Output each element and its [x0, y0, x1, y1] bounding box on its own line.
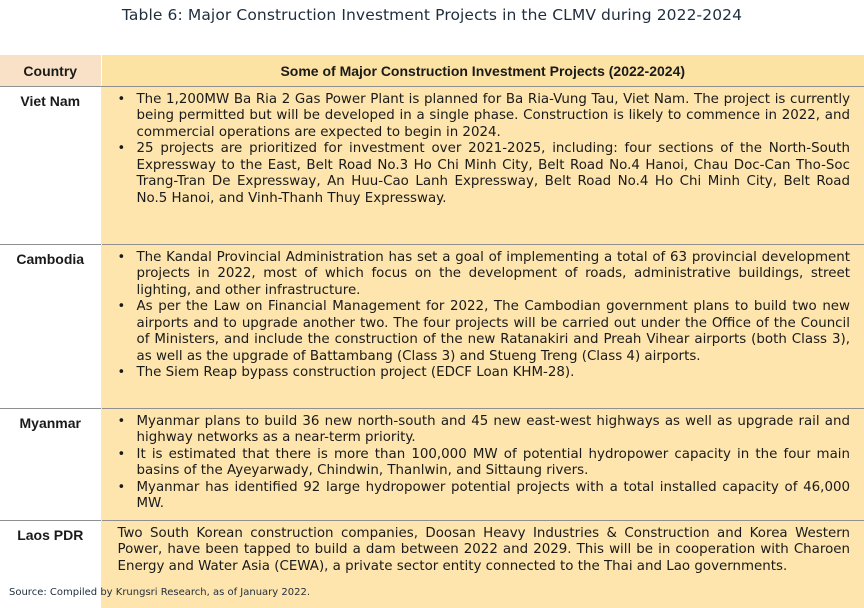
list-item: • The 1,200MW Ba Ria 2 Gas Power Plant is planned for Ba Ria-Vung Tau, Viet Nam. The project is currently being permitted but will be developed in a single phase. Construction is likely to commence in 2022, and commercial operations are expected to begin in 2024.: [118, 92, 851, 142]
projects-cell: [101, 86, 864, 244]
country-cell: Laos PDR: [0, 520, 101, 608]
table-row-myanmar: [0, 408, 864, 520]
projects-cell: [101, 408, 864, 520]
list-item: • Myanmar plans to build 36 new north-south and 45 new east-west highways as well as upgrade rail and highway networks as a near-term priority.: [118, 414, 851, 447]
projects-cell: [101, 244, 864, 408]
country-cell: Cambodia: [0, 244, 101, 408]
project-paragraph: Two South Korean construction companies, Doosan Heavy Industries & Construction and Korea Western Power, have been tapped to build a dam between 2022 and 2029. This will be in cooperation with Charoen Energy and Water Asia (CEWA), a private sector entity connected to the Thai and Lao governments.: [117, 525, 850, 574]
header-projects: Some of Major Construction Investment Projects (2022-2024): [101, 55, 864, 86]
project-list: [118, 92, 851, 208]
country-cell: Viet Nam: [0, 86, 101, 244]
table-header-row: [0, 55, 864, 86]
list-item: • As per the Law on Financial Management for 2022, The Cambodian government plans to build two new airports and to upgrade another two. The four projects will be carried out under the Office of the Council of Ministers, and include the construction of the new Ratanakiri and Preah Vihear airports (both Class 3), as well as the upgrade of Battambang (Class 3) and Stueng Treng (Class 4) airports.: [118, 299, 851, 365]
list-item: • 25 projects are prioritized for investment over 2021-2025, including: four sections of the North-South Expressway to the East, Belt Road No.3 Ho Chi Minh City, Belt Road No.4 Hanoi, Chau Doc-Can Tho-Soc Trang-Tran De Expressway, An Huu-Cao Lanh Expressway, Belt Road No.4 Ho Chi Minh City, Belt Road No.5 Hanoi, and Vinh-Thanh Thuy Expressway.: [118, 141, 851, 207]
table-title: Table 6: Major Construction Investment Projects in the CLMV during 2022-2024: [121, 6, 743, 24]
projects-table: [0, 55, 864, 608]
list-item: • The Siem Reap bypass construction project (EDCF Loan KHM-28).: [118, 365, 851, 382]
country-cell: Myanmar: [0, 408, 101, 520]
header-country: Country: [0, 55, 101, 86]
source-note: Source: Compiled by Krungsri Research, as of January 2022.: [9, 587, 311, 598]
project-list: [118, 414, 851, 513]
table-row-viet-nam: [0, 86, 864, 244]
list-item: • Myanmar has identified 92 large hydropower potential projects with a total installed capacity of 46,000 MW.: [118, 480, 851, 513]
table-row-cambodia: [0, 244, 864, 408]
list-item: • The Kandal Provincial Administration has set a goal of implementing a total of 63 provincial development projects in 2022, most of which focus on the development of roads, administrative buildings, street lighting, and other infrastructure.: [118, 250, 851, 300]
project-list: [118, 250, 851, 382]
list-item: • It is estimated that there is more than 100,000 MW of potential hydropower capacity in the four main basins of the Ayeyarwady, Chindwin, Thanlwin, and Sittaung rivers.: [118, 447, 851, 480]
